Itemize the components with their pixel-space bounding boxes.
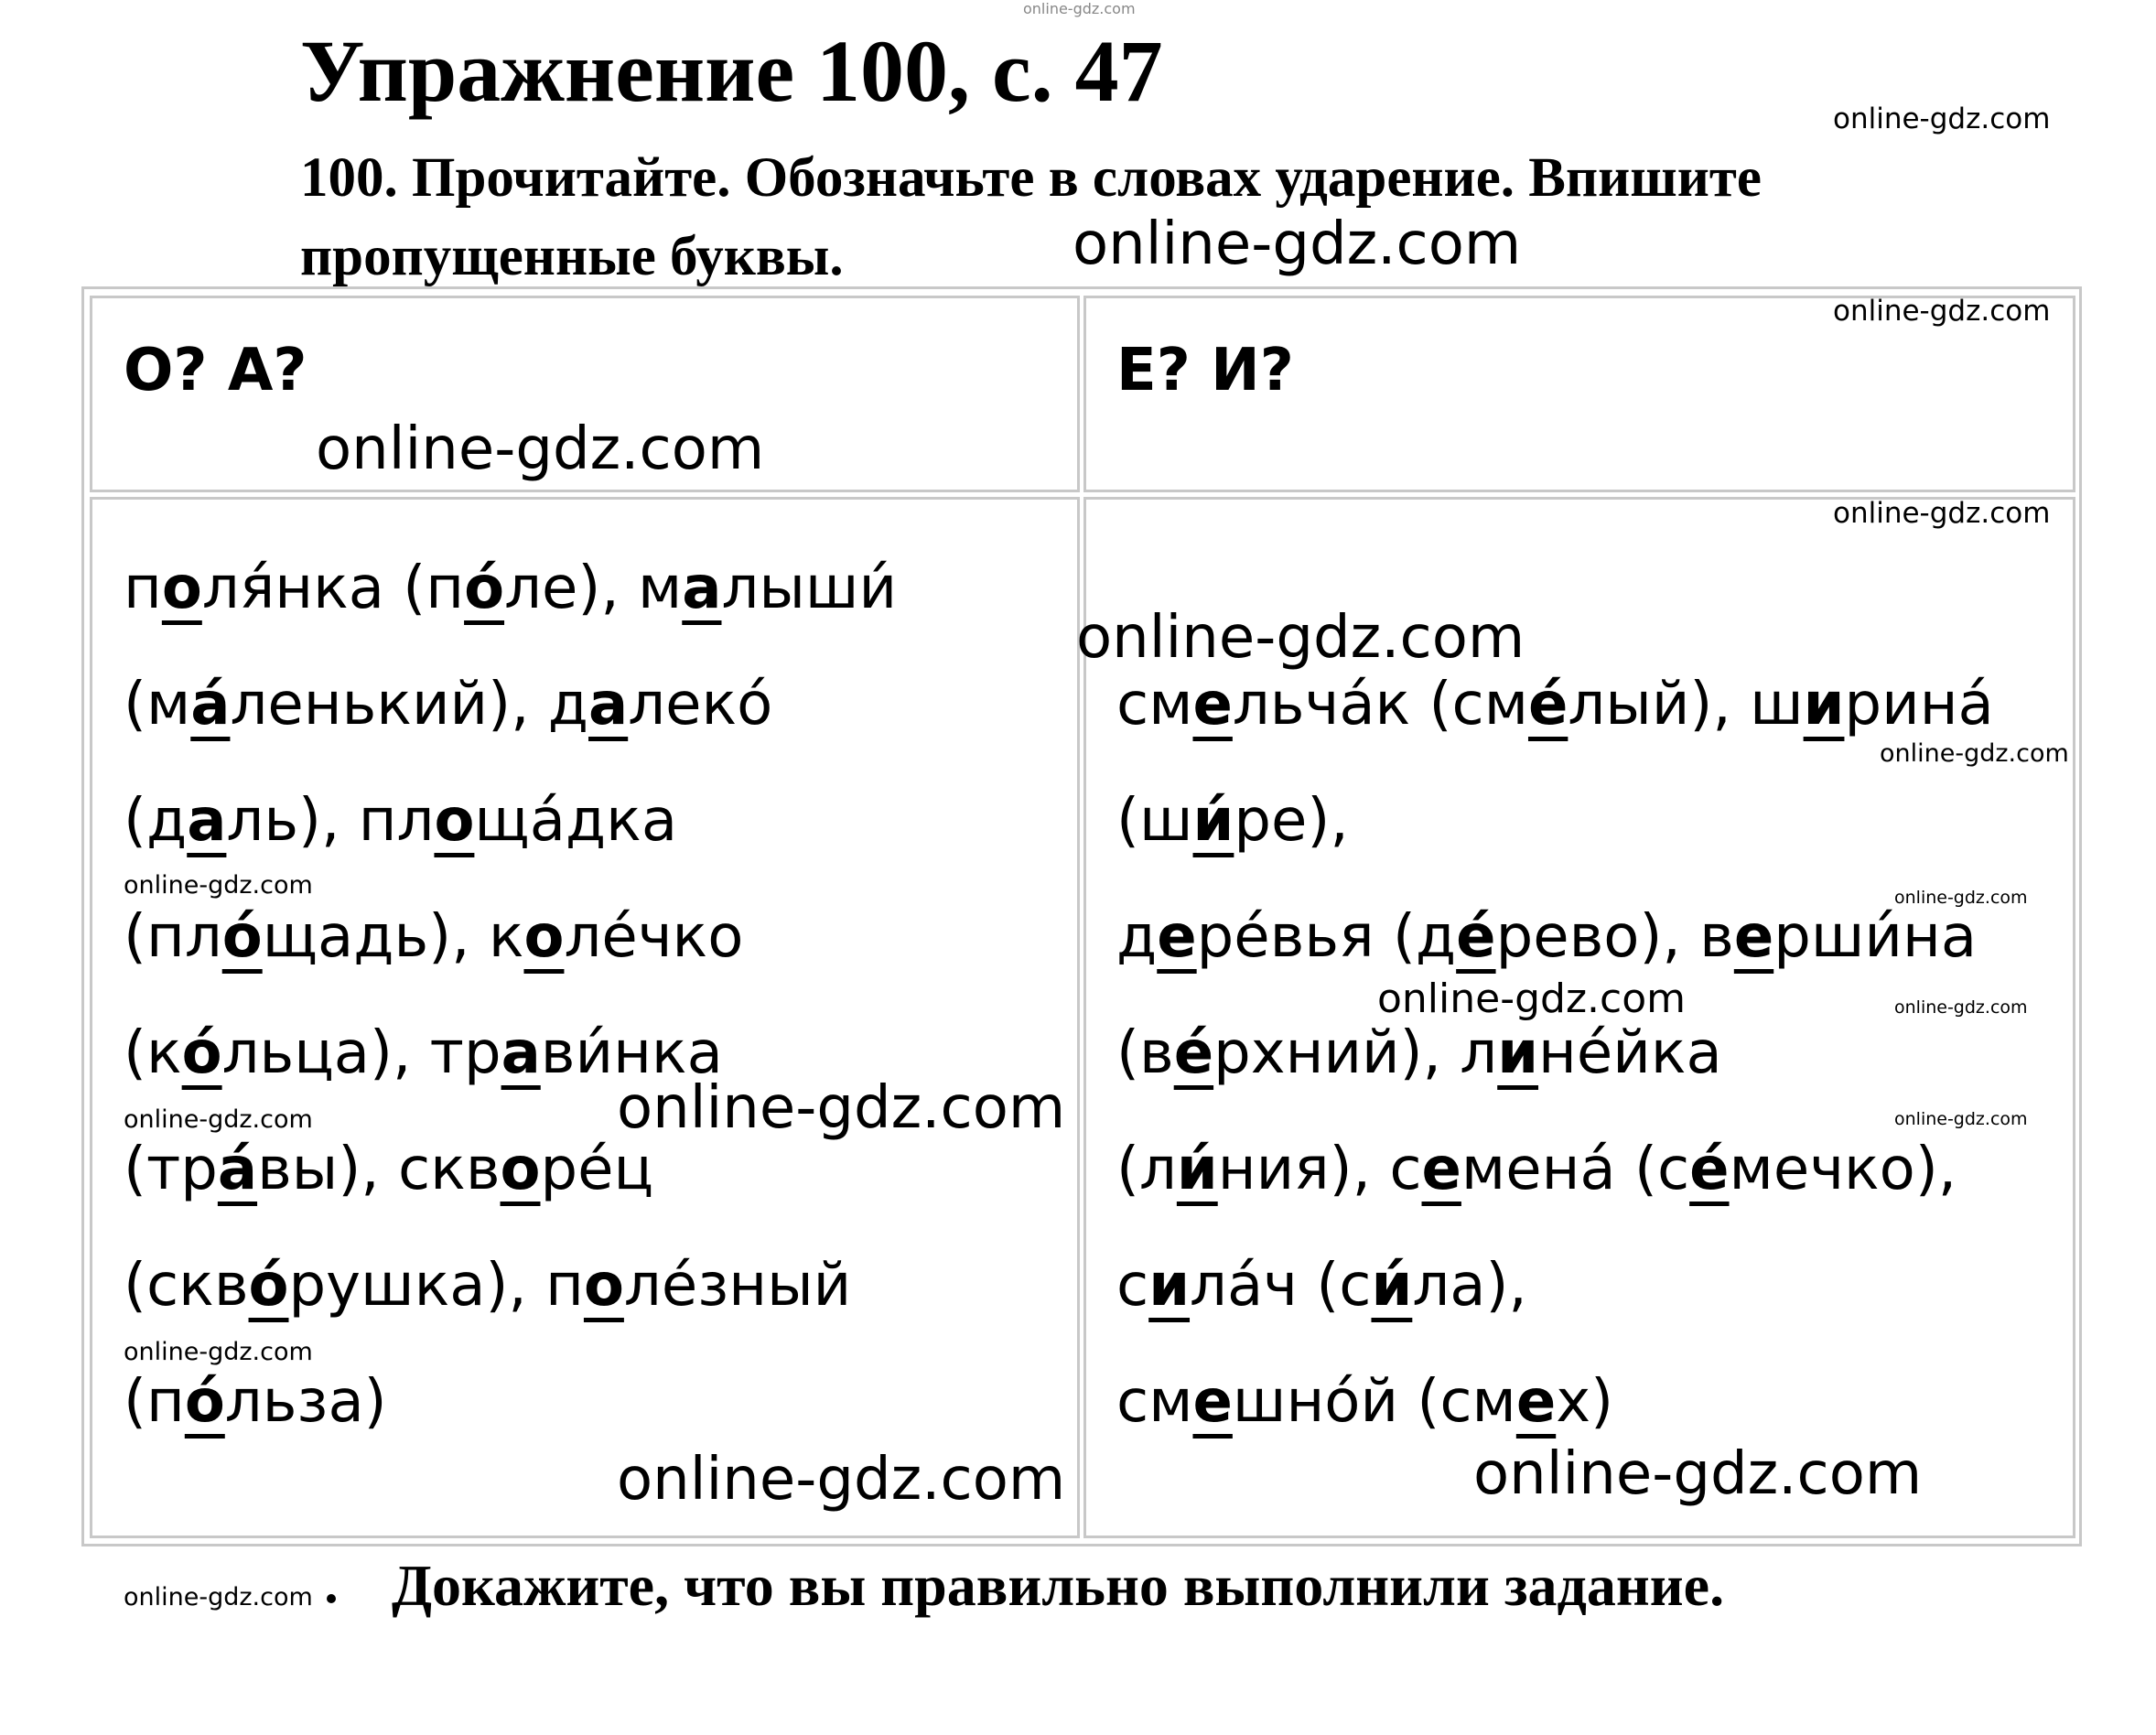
column-header-left: О? А? <box>124 337 307 404</box>
word-line <box>124 1368 387 1436</box>
word-line <box>1116 903 1977 971</box>
word-line <box>124 671 772 738</box>
word-fragment: ла), <box>1412 1252 1527 1320</box>
watermark: online-gdz.com <box>617 1074 1066 1142</box>
watermark: online-gdz.com <box>1833 497 2051 530</box>
word-line <box>1116 1252 1527 1320</box>
watermark: online-gdz.com <box>1894 997 2028 1018</box>
word-fragment: (в <box>1116 1019 1174 1087</box>
inserted-letter: и <box>1148 1252 1191 1320</box>
watermark: online-gdz.com <box>1833 102 2051 135</box>
word-fragment: лыши́ <box>721 555 898 622</box>
inserted-letter: о́ <box>248 1252 289 1320</box>
watermark: online-gdz.com <box>1377 975 1687 1022</box>
word-fragment: рево), в <box>1495 903 1734 971</box>
word-line <box>124 1136 653 1203</box>
watermark: online-gdz.com <box>124 1105 313 1134</box>
word-fragment: ля́нка (п <box>201 555 465 622</box>
word-fragment: ре́вья (д <box>1196 903 1457 971</box>
inserted-letter: е <box>1733 903 1774 971</box>
column-header-right: Е? И? <box>1116 337 1294 404</box>
inserted-letter: о́ <box>184 1368 225 1436</box>
inserted-letter: е́ <box>1173 1019 1214 1087</box>
watermark: online-gdz.com <box>1076 604 1525 672</box>
inserted-letter: о <box>161 555 202 622</box>
inserted-letter: и́ <box>1192 787 1234 855</box>
word-fragment: (к <box>124 1019 182 1087</box>
word-line <box>1116 1136 1957 1203</box>
word-fragment: рхний), л <box>1213 1019 1498 1087</box>
word-fragment: ща́дка <box>474 787 678 855</box>
word-fragment: х) <box>1556 1368 1614 1436</box>
inserted-letter: е <box>1157 903 1197 971</box>
page-title: Упражнение 100, с. 47 <box>300 22 1163 120</box>
inserted-letter: е́ <box>1689 1136 1730 1203</box>
word-fragment: ле́чко <box>564 903 744 971</box>
word-line <box>124 903 743 971</box>
word-fragment: ния), с <box>1217 1136 1422 1203</box>
watermark: online-gdz.com <box>124 1583 313 1611</box>
word-fragment: см <box>1116 1368 1193 1436</box>
word-fragment: ль), пл <box>226 787 435 855</box>
word-fragment: лый), ш <box>1568 671 1804 738</box>
watermark: online-gdz.com <box>316 415 765 483</box>
watermark: online-gdz.com <box>124 1338 313 1366</box>
watermark: online-gdz.com <box>124 871 313 900</box>
inserted-letter: е <box>1421 1136 1461 1203</box>
word-fragment: льза) <box>224 1368 387 1436</box>
inserted-letter: е <box>1515 1368 1557 1436</box>
word-line <box>1116 1019 1722 1087</box>
word-line <box>1116 787 1349 855</box>
word-fragment: леко́ <box>628 671 773 738</box>
inserted-letter: и́ <box>1176 1136 1218 1203</box>
word-fragment: ленький), д <box>230 671 589 738</box>
footer-task: Докажите, что вы правильно выполнили задание. <box>392 1553 1725 1618</box>
word-fragment: (м <box>124 671 191 738</box>
inserted-letter: а <box>588 671 629 738</box>
word-fragment: ла́ч (с <box>1190 1252 1372 1320</box>
word-fragment: д <box>1116 903 1158 971</box>
word-fragment: с <box>1116 1252 1149 1320</box>
watermark: online-gdz.com <box>1894 1109 2028 1129</box>
word-fragment: вы), скв <box>257 1136 501 1203</box>
word-fragment: ре́ц <box>540 1136 654 1203</box>
inserted-letter: е <box>1192 671 1233 738</box>
bullet-icon <box>327 1594 336 1603</box>
word-line <box>124 787 677 855</box>
word-fragment: (л <box>1116 1136 1177 1203</box>
watermark: online-gdz.com <box>617 1446 1066 1514</box>
word-line <box>1116 1368 1613 1436</box>
word-fragment: щадь), к <box>262 903 524 971</box>
word-fragment: льча́к (см <box>1232 671 1528 738</box>
inserted-letter: а́ <box>190 671 231 738</box>
inserted-letter: а <box>187 787 227 855</box>
word-fragment: ви́нка <box>540 1019 723 1087</box>
word-fragment: рши́на <box>1773 903 1978 971</box>
word-fragment: п <box>124 555 162 622</box>
word-fragment: не́йка <box>1538 1019 1722 1087</box>
word-fragment: льца), тр <box>221 1019 501 1087</box>
word-fragment: (п <box>124 1368 185 1436</box>
word-fragment: рушка), п <box>288 1252 584 1320</box>
word-fragment: (д <box>124 787 188 855</box>
inserted-letter: а <box>501 1019 541 1087</box>
word-fragment: ле), м <box>504 555 683 622</box>
inserted-letter: е́ <box>1456 903 1496 971</box>
inserted-letter: а́ <box>217 1136 258 1203</box>
word-fragment: (скв <box>124 1252 249 1320</box>
watermark: online-gdz.com <box>1833 295 2051 328</box>
word-fragment: мечко), <box>1729 1136 1957 1203</box>
watermark: online-gdz.com <box>1023 0 1136 17</box>
inserted-letter: о́ <box>181 1019 222 1087</box>
inserted-letter: о <box>583 1252 624 1320</box>
word-line <box>124 555 897 622</box>
word-fragment: шно́й (см <box>1232 1368 1516 1436</box>
watermark: online-gdz.com <box>1073 210 1522 278</box>
watermark: online-gdz.com <box>1880 739 2069 768</box>
task-line-2: пропущенные буквы. <box>300 226 844 287</box>
inserted-letter: о́ <box>464 555 505 622</box>
inserted-letter: а <box>682 555 722 622</box>
inserted-letter: о́ <box>221 903 263 971</box>
inserted-letter: и́ <box>1371 1252 1413 1320</box>
word-line <box>1116 671 1994 738</box>
word-fragment: ре), <box>1234 787 1349 855</box>
inserted-letter: о <box>434 787 475 855</box>
word-fragment: (тр <box>124 1136 218 1203</box>
word-fragment: ле́зный <box>623 1252 852 1320</box>
word-fragment: (пл <box>124 903 222 971</box>
inserted-letter: и <box>1803 671 1845 738</box>
word-line <box>124 1252 851 1320</box>
inserted-letter: е́ <box>1527 671 1568 738</box>
word-fragment: (ш <box>1116 787 1193 855</box>
word-fragment: рина́ <box>1844 671 1994 738</box>
watermark: online-gdz.com <box>1894 888 2028 908</box>
word-fragment: мена́ (с <box>1461 1136 1690 1203</box>
task-line-1: 100. Прочитайте. Обозначьте в словах ударение. Впишите <box>300 147 1762 209</box>
word-fragment: см <box>1116 671 1193 738</box>
inserted-letter: о <box>523 903 565 971</box>
inserted-letter: о <box>500 1136 541 1203</box>
inserted-letter: е <box>1192 1368 1233 1436</box>
inserted-letter: и <box>1497 1019 1539 1087</box>
watermark: online-gdz.com <box>1473 1440 1923 1508</box>
